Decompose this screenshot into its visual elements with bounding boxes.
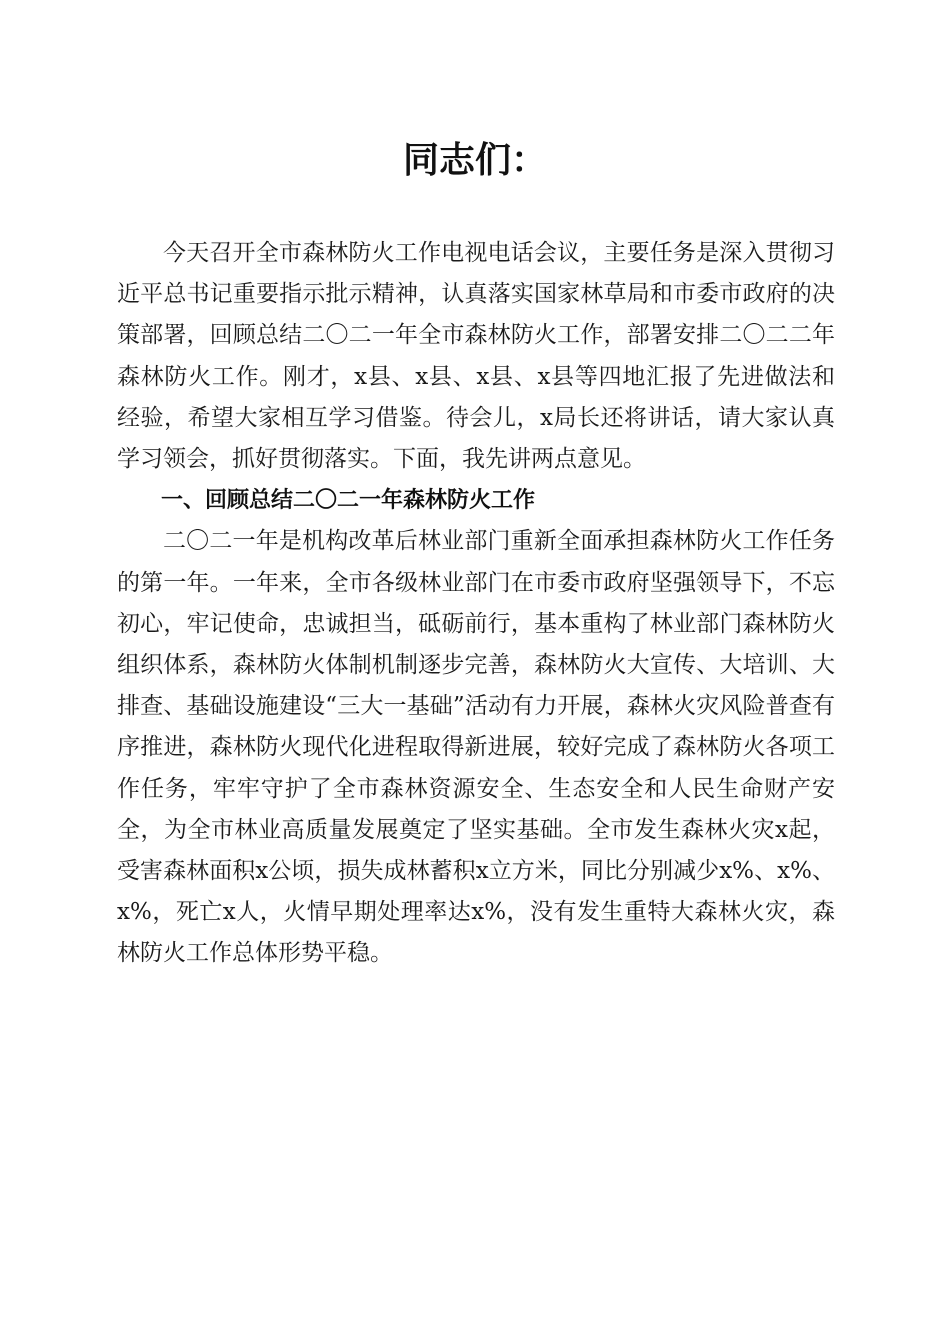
opening-paragraph: 今天召开全市森林防火工作电视电话会议，主要任务是深入贯彻习近平总书记重要指示批示精神，认真落实国家林草局和市委市政府的决策部署，回顾总结二〇二一年全市森林防火工作，部署安排二〇二二年森林防火工作。刚才，x县、x县、x县、x县等四地汇报了先进做法和经验，希望大家相互学习借鉴。待会儿，x局长还将讲话，请大家认真学习领会，抓好贯彻落实。下面，我先讲两点意见。: [117, 240, 835, 473]
section-heading-1: 一、回顾总结二〇二一年森林防火工作: [161, 488, 536, 514]
document-body: [117, 233, 835, 975]
salutation-title: 同志们：: [402, 139, 547, 181]
section-1-paragraph: 二〇二一年是机构改革后林业部门重新全面承担森林防火工作任务的第一年。一年来，全市各级林业部门在市委市政府坚强领导下，不忘初心，牢记使命，忠诚担当，砥砺前行，基本重构了林业部门森林防火组织体系，森林防火体制机制逐步完善，森林防火大宣传、大培训、大排查、基础设施建设“三大一基础”活动有力开展，森林火灾风险普查有序推进，森林防火现代化进程取得新进展，较好完成了森林防火各项工作任务，牢牢守护了全市森林资源安全、生态安全和人民生命财产安全，为全市林业高质量发展奠定了坚实基础。全市发生森林火灾x起，受害森林面积x公顷，损失成林蓄积x立方米，同比分别减少x%、x%、x%，死亡x人，火情早期处理率达x%，没有发生重特大森林火灾，森林防火工作总体形势平稳。: [117, 528, 835, 967]
